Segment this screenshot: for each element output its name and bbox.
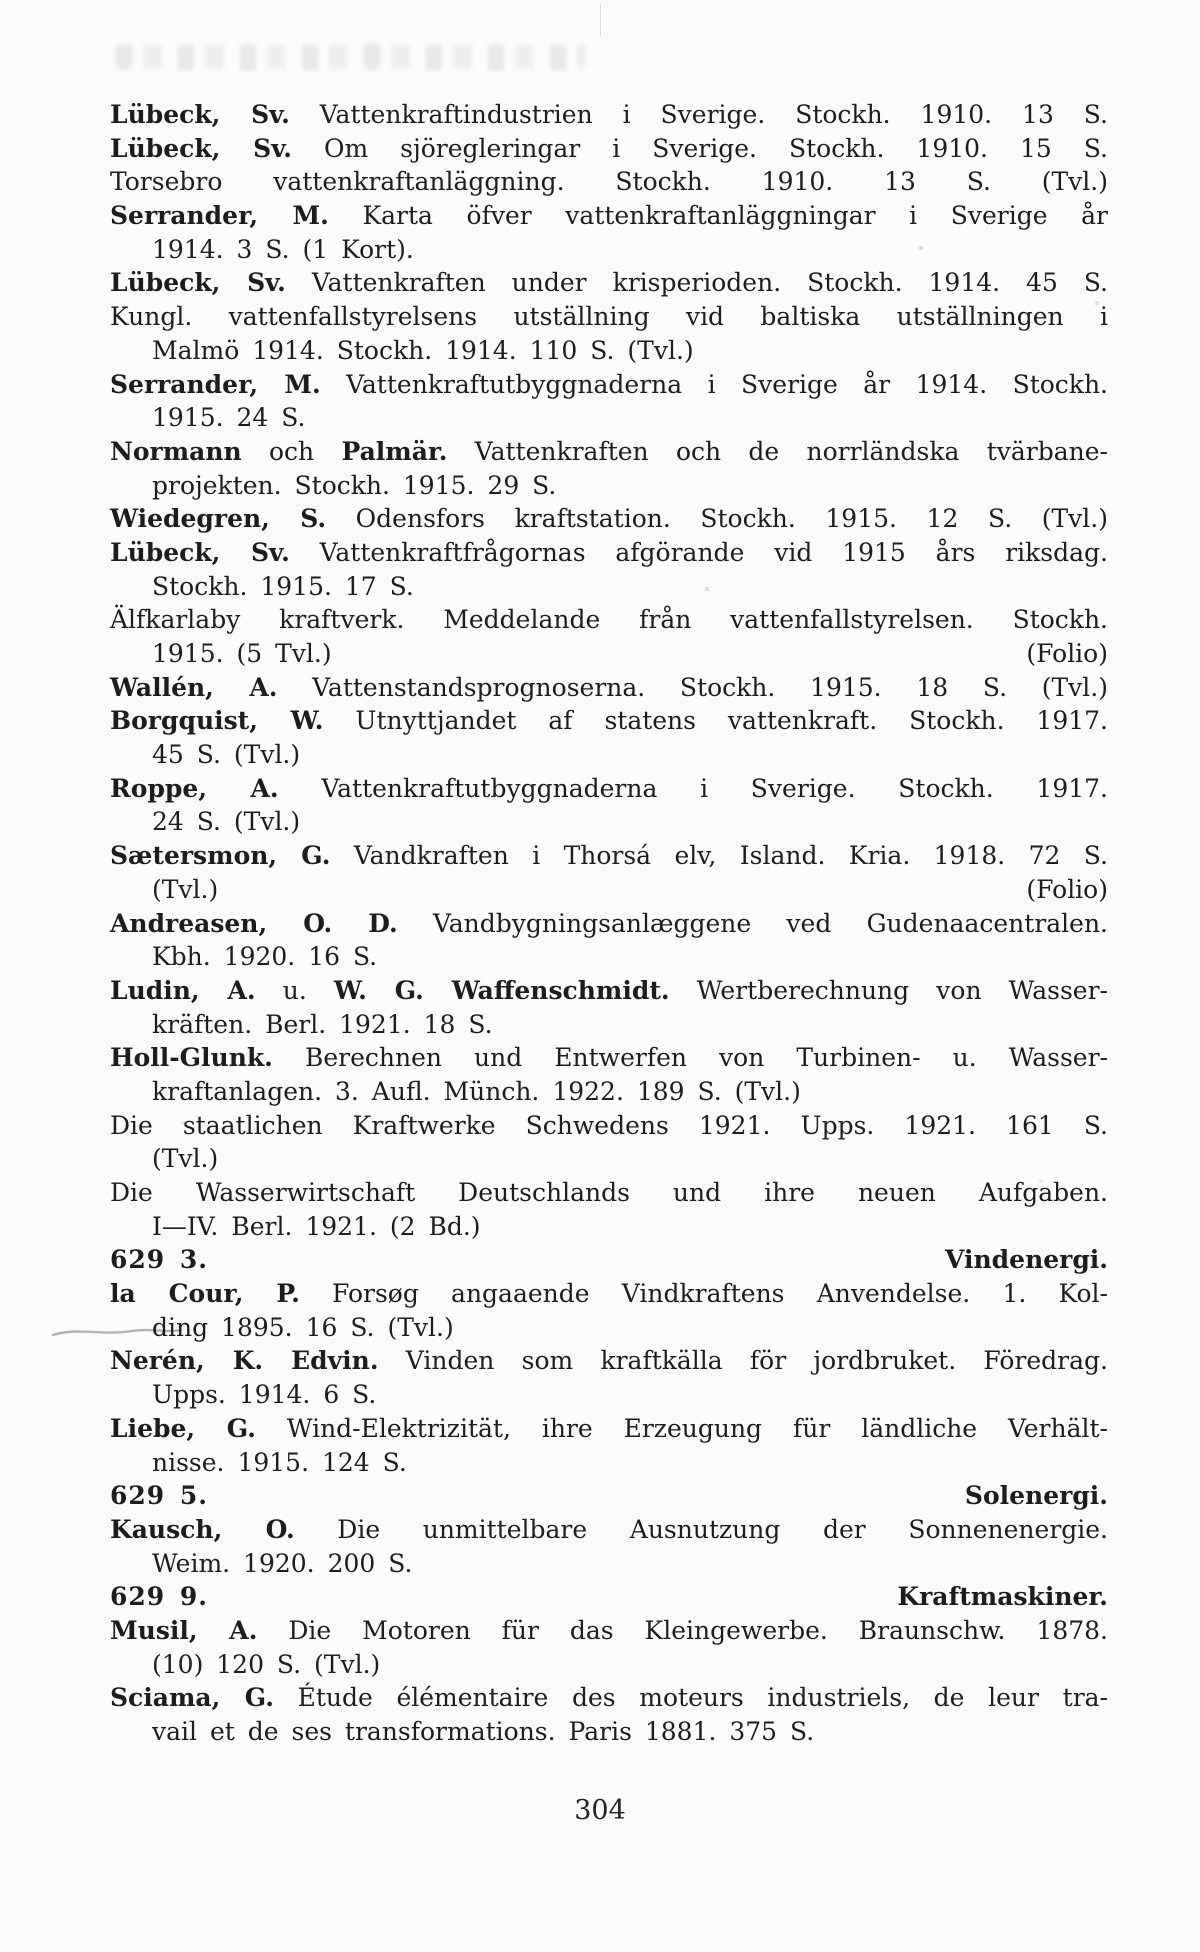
bib-text: Die staatlichen Kraftwerke Schwedens 1921. Upps. 1921. 161 S.	[110, 1110, 1108, 1140]
bib-line	[110, 1614, 1108, 1648]
bib-line	[110, 1344, 1108, 1378]
bib-author: Liebe, G.	[110, 1413, 256, 1443]
bib-text: Vattenkraften och de norrländska tvärbane-	[447, 436, 1108, 466]
bib-line	[110, 570, 1108, 604]
bib-line	[110, 1041, 1108, 1075]
bib-line	[110, 1648, 1108, 1682]
section-title: Solenergi.	[964, 1481, 1108, 1511]
folio-left-text: (Tvl.)	[152, 874, 219, 904]
bib-line	[110, 1008, 1108, 1042]
section-header	[110, 1479, 1108, 1513]
bib-text: (Tvl.)	[152, 1144, 219, 1174]
folio-left-text: 1915. (5 Tvl.)	[152, 639, 332, 668]
bib-text: Karta öfver vattenkraftanläggningar i Sverige år	[328, 201, 1108, 231]
section-title: Vindenergi.	[945, 1245, 1108, 1275]
bib-line	[110, 1109, 1108, 1143]
bib-line	[110, 603, 1108, 637]
bib-text: projekten. Stockh. 1915. 29 S.	[152, 470, 557, 500]
bib-author: Holl-Glunk.	[110, 1043, 273, 1073]
bib-text: och	[241, 436, 342, 466]
bib-line	[110, 368, 1108, 402]
bib-line	[110, 671, 1108, 705]
bib-text: 45 S. (Tvl.)	[152, 740, 301, 770]
bib-text: u.	[255, 975, 334, 1005]
bib-text: Kbh. 1920. 16 S.	[152, 942, 378, 972]
bib-line	[110, 1277, 1108, 1311]
folio-right-text: (Folio)	[1026, 874, 1108, 904]
bib-text: Stockh. 1915. 17 S.	[152, 571, 414, 601]
bib-text: Upps. 1914. 6 S.	[152, 1380, 377, 1410]
folio-right-text: (Folio)	[1026, 639, 1108, 668]
bib-line	[110, 1681, 1108, 1715]
bib-line	[110, 1075, 1108, 1109]
bib-line	[110, 98, 1108, 132]
bib-author: la Cour, P.	[110, 1279, 300, 1309]
bib-author: Normann	[110, 436, 242, 466]
bib-line	[110, 300, 1108, 334]
section-number: 629 9.	[110, 1582, 208, 1612]
bib-line	[110, 536, 1108, 570]
bib-line	[110, 1176, 1108, 1210]
section-header	[110, 1580, 1108, 1614]
folio-line	[110, 873, 1108, 907]
bib-text: Älfkarlaby kraftverk. Meddelande från vattenfallstyrelsen. Stockh.	[110, 605, 1108, 635]
bib-text: Vattenkraften under krisperioden. Stockh. 1914. 45 S.	[285, 268, 1108, 298]
bib-author: Wiedegren, S.	[110, 504, 327, 534]
bib-text: Vattenkraftutbyggnaderna i Sverige. Stockh. 1917.	[278, 773, 1109, 803]
bib-line	[110, 772, 1108, 806]
bib-text: Vattenkraftindustrien i Sverige. Stockh. 1910. 13 S.	[289, 100, 1108, 129]
bib-author: Serrander, M.	[110, 369, 321, 399]
bib-line	[110, 1311, 1108, 1345]
bib-text: 1914. 3 S. (1 Kort).	[152, 234, 414, 264]
bib-line	[110, 839, 1108, 873]
bib-author: Lübeck, Sv.	[110, 537, 290, 567]
bib-text: Om sjöregleringar i Sverige. Stockh. 1910. 15 S.	[291, 133, 1108, 163]
bib-line	[110, 1446, 1108, 1480]
bib-text: kraftanlagen. 3. Aufl. Münch. 1922. 189 S. (Tvl.)	[152, 1076, 801, 1106]
section-number: 629 5.	[110, 1481, 208, 1511]
bibliography-text-block	[110, 98, 1108, 1749]
bib-author: Musil, A.	[110, 1615, 258, 1645]
bib-line	[110, 266, 1108, 300]
bib-text: Étude élémentaire des moteurs industriels, de leur tra-	[273, 1683, 1108, 1713]
bib-text: Berechnen und Entwerfen von Turbinen- u. Wasser-	[272, 1043, 1108, 1073]
bib-line	[110, 1547, 1108, 1581]
section-title: Kraftmaskiner.	[897, 1582, 1108, 1612]
section-header	[110, 1243, 1108, 1277]
bib-line	[110, 1715, 1108, 1749]
bib-author: Sætersmon, G.	[110, 841, 331, 871]
section-number: 629 3.	[110, 1245, 208, 1275]
bib-text: Forsøg angaaende Vindkraftens Anvendelse. 1. Kol-	[299, 1279, 1108, 1309]
bib-author: Wallén, A.	[110, 672, 278, 702]
bib-text: Vandbygningsanlæggene ved Gudenaacentralen.	[397, 908, 1109, 938]
bib-text: 24 S. (Tvl.)	[152, 807, 301, 837]
bib-text: 1915. 24 S.	[152, 403, 306, 433]
ghost-print-artifact	[116, 44, 586, 70]
bib-text: nisse. 1915. 124 S.	[152, 1447, 407, 1477]
bib-line	[110, 502, 1108, 536]
bib-line	[110, 1513, 1108, 1547]
bib-text: ding 1895. 16 S. (Tvl.)	[152, 1312, 454, 1342]
bib-author: Borgquist, W.	[110, 706, 324, 736]
scan-speck-artifacts	[0, 0, 2, 2]
bib-line	[110, 1210, 1108, 1244]
bib-author: Kausch, O.	[110, 1514, 295, 1544]
bib-text: Kungl. vattenfallstyrelsens utställning vid baltiska utställningen i	[110, 302, 1108, 332]
bib-line	[110, 974, 1108, 1008]
bib-author: W. G. Waffenschmidt.	[333, 975, 670, 1005]
bib-line	[110, 165, 1108, 199]
bib-text: Wertberechnung von Wasser-	[669, 975, 1108, 1005]
bib-text: Weim. 1920. 200 S.	[152, 1548, 413, 1578]
bib-text: Vattenstandsprognoserna. Stockh. 1915. 18 S. (Tvl.)	[277, 672, 1108, 702]
bib-author: Serrander, M.	[110, 201, 329, 231]
bib-text: Utnyttjandet af statens vattenkraft. Stockh. 1917.	[323, 706, 1108, 736]
folio-line	[110, 637, 1108, 671]
bib-text: Vattenkraftfrågornas afgörande vid 1915 års riksdag.	[289, 537, 1108, 567]
bib-text: Die unmittelbare Ausnutzung der Sonnenenergie.	[294, 1514, 1109, 1544]
bib-line	[110, 199, 1108, 233]
bib-line	[110, 469, 1108, 503]
bib-text: Odensfors kraftstation. Stockh. 1915. 12 S. (Tvl.)	[326, 504, 1108, 534]
bib-line	[110, 401, 1108, 435]
bib-line	[110, 940, 1108, 974]
bib-text: Die Wasserwirtschaft Deutschlands und ihre neuen Aufgaben.	[110, 1178, 1108, 1207]
bib-text: Vinden som kraftkälla för jordbruket. Föredrag.	[378, 1346, 1108, 1376]
bib-text: Wind-Elektrizität, ihre Erzeugung für ländliche Verhält-	[255, 1413, 1108, 1443]
bib-text: vail et de ses transformations. Paris 1881. 375 S.	[152, 1717, 815, 1746]
bib-author: Nerén, K. Edvin.	[110, 1346, 379, 1376]
bib-author: Roppe, A.	[110, 773, 279, 803]
bib-text: Torsebro vattenkraftanläggning. Stockh. 1910. 13 S. (Tvl.)	[110, 167, 1108, 197]
bib-line	[110, 233, 1108, 267]
bib-author: Palmär.	[341, 436, 448, 466]
bib-author: Andreasen, O. D.	[110, 908, 398, 938]
bib-text: I—IV. Berl. 1921. (2 Bd.)	[152, 1211, 481, 1241]
bib-author: Sciama, G.	[110, 1683, 274, 1713]
bib-text: (10) 120 S. (Tvl.)	[152, 1649, 381, 1679]
bib-text: Vattenkraftutbyggnaderna i Sverige år 1914. Stockh.	[320, 369, 1109, 399]
bib-line	[110, 907, 1108, 941]
bib-author: Lübeck, Sv.	[110, 268, 286, 298]
bib-text: Malmö 1914. Stockh. 1914. 110 S. (Tvl.)	[152, 335, 694, 365]
bib-line	[110, 1412, 1108, 1446]
bib-author: Lübeck, Sv.	[110, 133, 292, 163]
bib-author: Lübeck, Sv.	[110, 100, 290, 129]
page-number: 304	[574, 1795, 626, 1826]
bib-text: kräften. Berl. 1921. 18 S.	[152, 1009, 493, 1039]
crease-mark-artifact	[600, 4, 601, 36]
bib-line	[110, 132, 1108, 166]
bib-line	[110, 435, 1108, 469]
bib-line	[110, 1142, 1108, 1176]
bib-line	[110, 738, 1108, 772]
bib-author: Ludin, A.	[110, 975, 256, 1005]
bib-text: Die Motoren für das Kleingewerbe. Braunschw. 1878.	[257, 1615, 1108, 1645]
bib-line	[110, 704, 1108, 738]
bib-line	[110, 1378, 1108, 1412]
bib-line	[110, 334, 1108, 368]
bib-line	[110, 805, 1108, 839]
bib-text: Vandkraften i Thorsá elv, Island. Kria. 1918. 72 S.	[330, 841, 1108, 871]
